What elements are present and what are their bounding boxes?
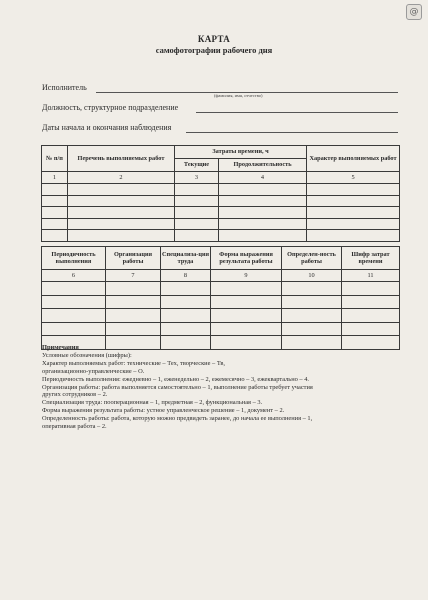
column-number: 4 xyxy=(219,172,307,184)
table-cell[interactable] xyxy=(161,322,211,336)
position-line[interactable] xyxy=(196,112,398,113)
table-cell[interactable] xyxy=(219,184,307,196)
header-duration: Продолжительность xyxy=(219,159,307,172)
table-row xyxy=(42,207,400,219)
notes-line: Характер выполняемых работ: технические – Тех, творческие – Тв, xyxy=(42,359,226,367)
table-cell[interactable] xyxy=(161,309,211,323)
notes-line: Определенность работы: работа, которую можно предвидеть заранее, до начала ее выполнения – 1, xyxy=(42,415,313,423)
table-cell[interactable] xyxy=(219,207,307,219)
table-cell[interactable] xyxy=(106,295,161,309)
column-number: 7 xyxy=(106,270,161,282)
table-row xyxy=(42,295,400,309)
column-number: 6 xyxy=(42,270,106,282)
table-cell[interactable] xyxy=(282,295,342,309)
table-cell[interactable] xyxy=(42,309,106,323)
column-number: 3 xyxy=(175,172,219,184)
table-cell[interactable] xyxy=(68,207,175,219)
notes-line: Периодичность выполнения: ежедневно – 1, еженедельно – 2, ежемесячно – 3, ежеквартально – 4. xyxy=(42,375,310,383)
header-work-character: Характер выполняемых работ xyxy=(307,146,400,172)
header-definiteness: Определен-ность работы xyxy=(282,247,342,270)
table-cell[interactable] xyxy=(342,295,400,309)
table-cell[interactable] xyxy=(42,207,68,219)
table-cell[interactable] xyxy=(307,207,400,219)
notes-line: Форма выражения результата работы: устное управленческое решение – 1, документ – 2. xyxy=(42,407,285,415)
header-time-cipher: Шифр затрат времени xyxy=(342,247,400,270)
header-time-costs: Затраты времени, ч xyxy=(175,146,307,159)
column-number: 10 xyxy=(282,270,342,282)
table-cell[interactable] xyxy=(106,322,161,336)
document-title: КАРТА xyxy=(197,34,231,44)
header-specialization: Специализа-ция труда xyxy=(161,247,211,270)
table-cell[interactable] xyxy=(68,218,175,230)
time-costs-table xyxy=(41,145,400,242)
executor-hint: (фамилия, имя, отчество) xyxy=(214,93,263,98)
dates-label: Даты начала и окончания наблюдения xyxy=(42,123,172,132)
table-cell[interactable] xyxy=(219,230,307,242)
table-cell[interactable] xyxy=(42,295,106,309)
table-row xyxy=(42,218,400,230)
table-cell[interactable] xyxy=(307,195,400,207)
dates-line[interactable] xyxy=(186,132,398,133)
column-number: 11 xyxy=(342,270,400,282)
table-cell[interactable] xyxy=(211,282,282,296)
notes-line: организационно-управленческие – О. xyxy=(42,367,145,375)
notes-heading: Примечания xyxy=(42,344,79,351)
table-cell[interactable] xyxy=(342,309,400,323)
column-number: 5 xyxy=(307,172,400,184)
table-row xyxy=(42,282,400,296)
table-cell[interactable] xyxy=(42,218,68,230)
table-cell[interactable] xyxy=(282,282,342,296)
table-row xyxy=(42,230,400,242)
position-label: Должность, структурное подразделение xyxy=(42,103,179,112)
table-cell[interactable] xyxy=(219,218,307,230)
table-cell[interactable] xyxy=(106,309,161,323)
column-number: 2 xyxy=(68,172,175,184)
table-cell[interactable] xyxy=(175,218,219,230)
table-cell[interactable] xyxy=(42,282,106,296)
table-cell[interactable] xyxy=(175,230,219,242)
table-cell[interactable] xyxy=(282,309,342,323)
header-current: Текущие xyxy=(175,159,219,172)
table-cell[interactable] xyxy=(342,322,400,336)
table-cell[interactable] xyxy=(219,195,307,207)
document-subtitle: самофотографии рабочего дня xyxy=(155,45,273,55)
table-row xyxy=(42,309,400,323)
notes-line: других сотрудников – 2. xyxy=(42,391,108,399)
notes-section xyxy=(42,344,392,431)
work-attributes-table xyxy=(41,246,400,350)
table-cell[interactable] xyxy=(282,322,342,336)
table-cell[interactable] xyxy=(342,282,400,296)
scan-badge-icon: @ xyxy=(406,4,422,20)
table-cell[interactable] xyxy=(42,195,68,207)
table-cell[interactable] xyxy=(307,218,400,230)
header-num: № п/п xyxy=(42,146,68,172)
notes-line: оперативная работа – 2. xyxy=(42,423,107,431)
table-cell[interactable] xyxy=(42,230,68,242)
column-number: 8 xyxy=(161,270,211,282)
notes-line: Организация работы: работа выполняется самостоятельно – 1, выполнение работы требует участия xyxy=(42,383,313,391)
header-result-form: Форма выражения результата работы xyxy=(211,247,282,270)
table-cell[interactable] xyxy=(211,295,282,309)
table-cell[interactable] xyxy=(68,195,175,207)
notes-line: Условные обозначения (шифры): xyxy=(42,351,132,359)
table-row xyxy=(42,322,400,336)
table-cell[interactable] xyxy=(307,184,400,196)
table-row xyxy=(42,195,400,207)
table-cell[interactable] xyxy=(175,184,219,196)
table-cell[interactable] xyxy=(175,207,219,219)
table-cell[interactable] xyxy=(161,282,211,296)
notes-line: Специализация труда: пооперационная – 1, предметная – 2, функциональная – 3. xyxy=(42,399,263,407)
table-cell[interactable] xyxy=(42,322,106,336)
table-cell[interactable] xyxy=(211,322,282,336)
executor-label: Исполнитель xyxy=(42,83,87,92)
column-number: 9 xyxy=(211,270,282,282)
column-number: 1 xyxy=(42,172,68,184)
table-cell[interactable] xyxy=(106,282,161,296)
table-cell[interactable] xyxy=(307,230,400,242)
table-cell[interactable] xyxy=(68,184,175,196)
table-cell[interactable] xyxy=(68,230,175,242)
header-work-list: Перечень выполняемых работ xyxy=(68,146,175,172)
header-organization: Организация работы xyxy=(106,247,161,270)
table-row xyxy=(42,184,400,196)
header-periodicity: Периодичность выполнения xyxy=(42,247,106,270)
table-cell[interactable] xyxy=(211,309,282,323)
table-cell[interactable] xyxy=(42,184,68,196)
table-cell[interactable] xyxy=(161,295,211,309)
table-cell[interactable] xyxy=(175,195,219,207)
